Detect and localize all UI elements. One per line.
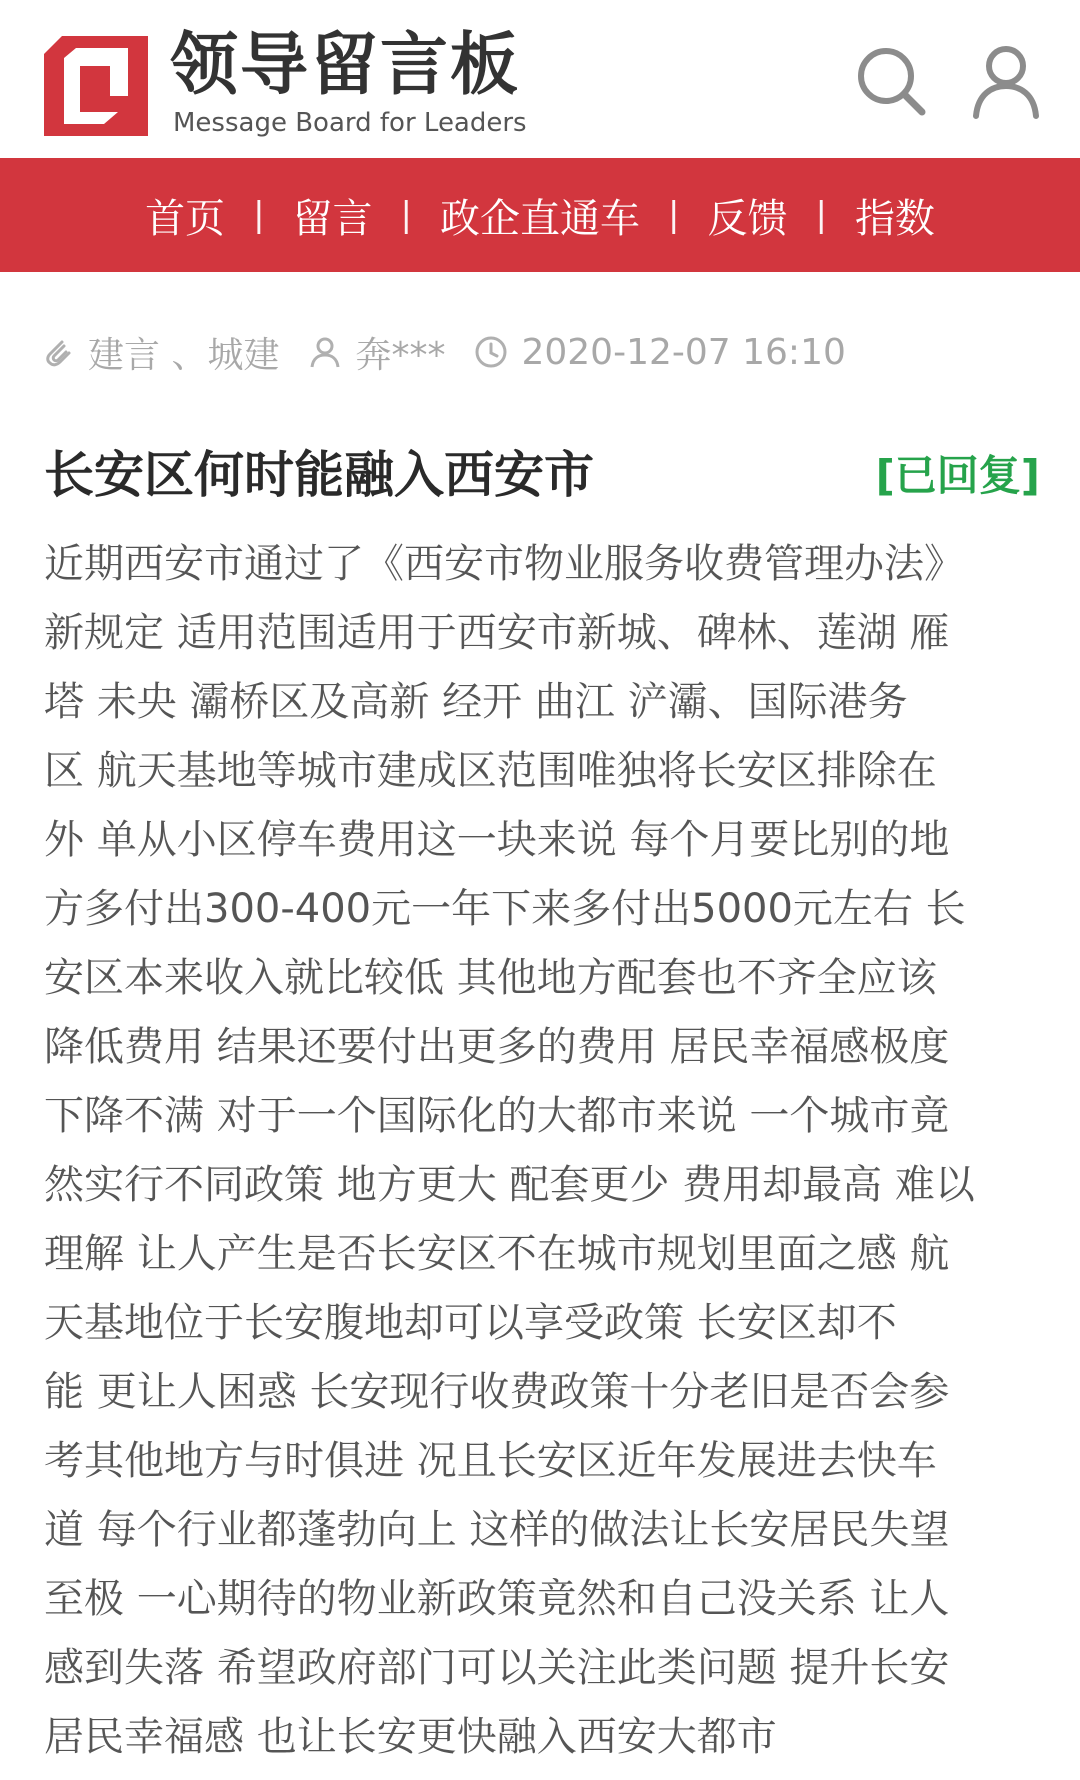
article-body-line: 近期西安市通过了《西安市物业服务收费管理办法》: [44, 541, 964, 587]
article-body-line: 然实行不同政策 地方更大 配套更少 费用却最高 难以: [44, 1162, 975, 1208]
article-body-line: 新规定 适用范围适用于西安市新城、碑林、莲湖 雁: [44, 610, 950, 656]
article-body-line: 道 每个行业都蓬勃向上 这样的做法让长安居民失望: [44, 1507, 950, 1553]
article-title-row: [44, 440, 1040, 510]
search-icon: [850, 40, 930, 120]
article-meta: [40, 322, 874, 382]
app-header: [0, 0, 1080, 158]
article-title: 长安区何时能融入西安市: [44, 446, 594, 504]
article-body-line: 至极 一心期待的物业新政策竟然和自己没关系 让人: [44, 1576, 950, 1622]
nav-item-enterprise-express[interactable]: 政企直通车: [440, 195, 640, 242]
article-body-line: 区 航天基地等城市建成区范围唯独将长安区排除在: [44, 748, 937, 794]
meta-author-text: 奔***: [355, 334, 446, 376]
article-body-line: 居民幸福感 也让长安更快融入西安大都市: [44, 1714, 777, 1760]
person-icon: [307, 334, 343, 370]
article-body-line: 天基地位于长安腹地却可以享受政策 长安区却不: [44, 1300, 897, 1346]
nav-separator: |: [815, 195, 827, 235]
logo-icon[interactable]: [44, 36, 148, 136]
article-body-line: 方多付出300-400元一年下来多付出5000元左右 长: [44, 886, 966, 932]
paperclip-icon: [40, 334, 76, 370]
meta-author: [307, 327, 445, 378]
main-nav: [0, 158, 1080, 272]
nav-separator: |: [400, 195, 412, 235]
article-body-line: 下降不满 对于一个国际化的大都市来说 一个城市竟: [44, 1093, 950, 1139]
meta-datetime-text: 2020-12-07 16:10: [521, 331, 846, 373]
nav-separator: |: [253, 195, 265, 235]
reply-status-badge: [已回复]: [875, 451, 1040, 500]
user-button[interactable]: [966, 40, 1046, 120]
nav-item-home[interactable]: 首页: [145, 195, 226, 242]
meta-category: [40, 327, 279, 378]
search-button[interactable]: [850, 40, 930, 120]
article-body-line: 外 单从小区停车费用这一块来说 每个月要比别的地: [44, 817, 950, 863]
article-body-line: 理解 让人产生是否长安区不在城市规划里面之感 航: [44, 1231, 950, 1277]
meta-category-text: 建言 、城建: [88, 334, 280, 376]
nav-item-message[interactable]: 留言: [292, 195, 373, 242]
article-body-line: 降低费用 结果还要付出更多的费用 居民幸福感极度: [44, 1024, 950, 1070]
article-body-line: 感到失落 希望政府部门可以关注此类问题 提升长安: [44, 1645, 950, 1691]
user-icon: [966, 40, 1046, 120]
meta-datetime: [473, 332, 845, 373]
article-body-line: 考其他地方与时俱进 况且长安区近年发展进去快车: [44, 1438, 937, 1484]
article-body-line: 塔 未央 灞桥区及高新 经开 曲江 浐灞、国际港务: [44, 679, 908, 725]
article-body: [44, 530, 1040, 1772]
logo-title: 领导留言板: [170, 26, 521, 105]
nav-separator: |: [668, 195, 680, 235]
article-body-line: 能 更让人困惑 长安现行收费政策十分老旧是否会参: [44, 1369, 950, 1415]
article-body-line: 安区本来收入就比较低 其他地方配套也不齐全应该: [44, 955, 937, 1001]
logo-subtitle: Message Board for Leaders: [173, 108, 527, 138]
nav-item-feedback[interactable]: 反馈: [707, 195, 788, 242]
clock-icon: [473, 334, 509, 370]
nav-item-index[interactable]: 指数: [854, 195, 935, 242]
